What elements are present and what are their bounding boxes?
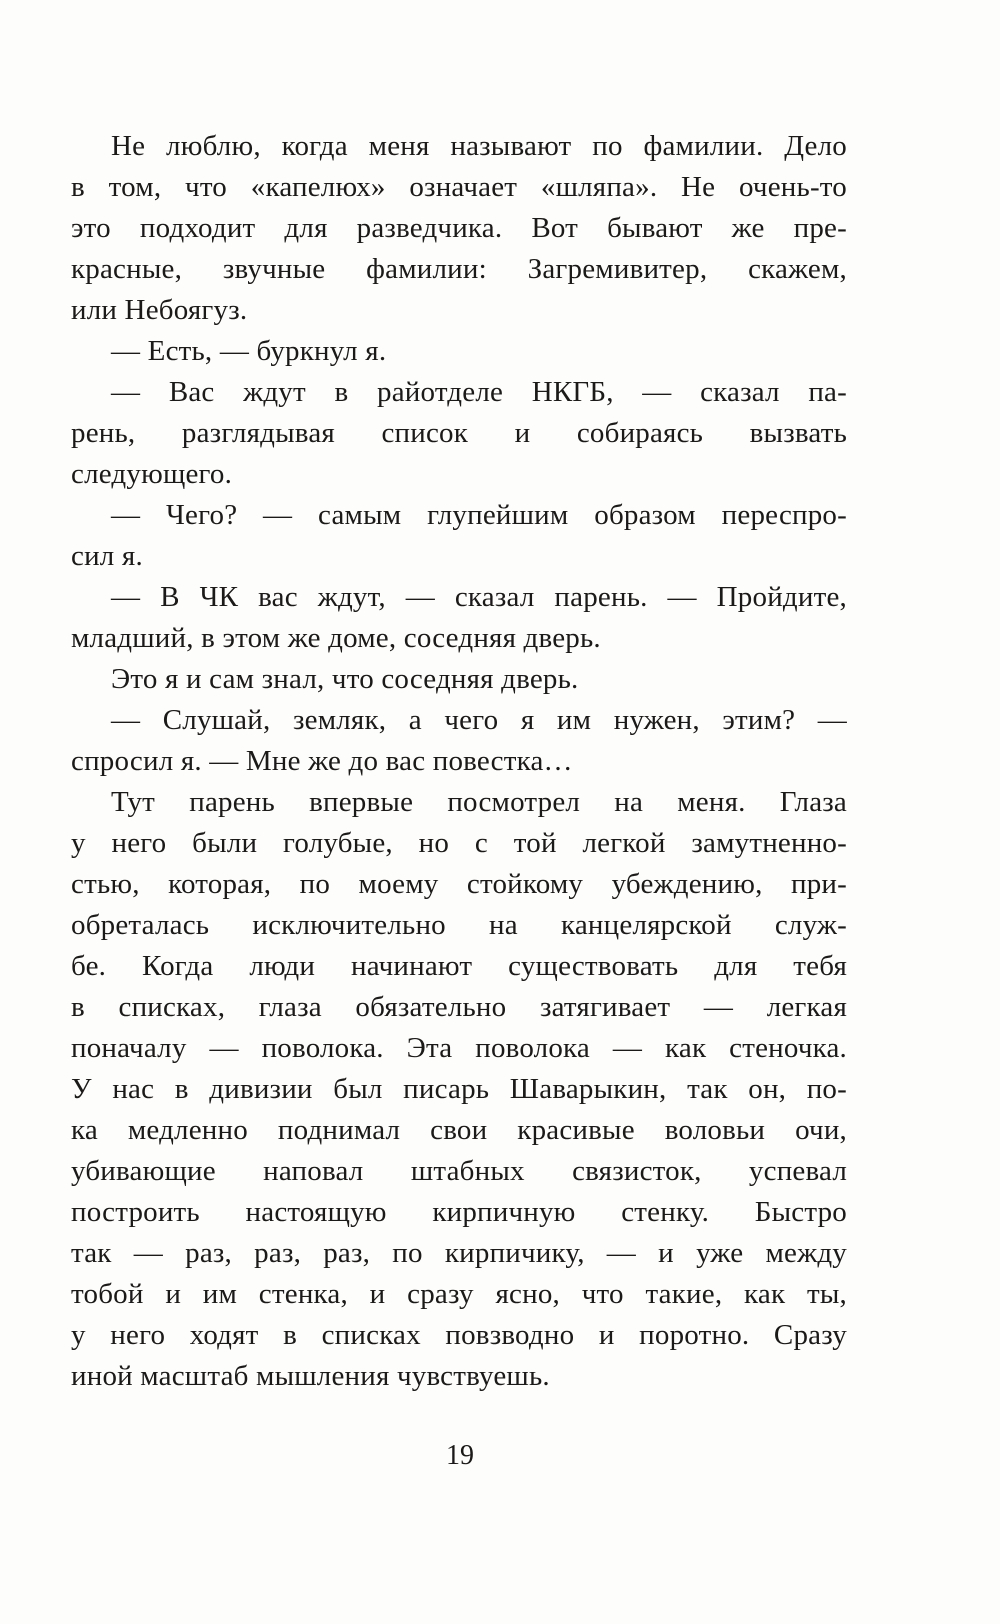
text-line: или Небоягуз.	[71, 294, 248, 326]
text-line: — Чего? — самым глупейшим образом переспро-	[111, 499, 847, 531]
text-line: Не люблю, когда меня называют по фамилии. Дело	[111, 130, 847, 162]
text-line: У нас в дивизии был писарь Шаварыкин, так он, по-	[71, 1073, 847, 1105]
text-line: Тут парень впервые посмотрел на меня. Глаза	[111, 786, 847, 818]
text-line: — Вас ждут в райотделе НКГБ, — сказал па-	[111, 376, 847, 408]
text-line: бе. Когда люди начинают существовать для тебя	[71, 950, 847, 982]
text-line: младший, в этом же доме, соседняя дверь.	[71, 622, 601, 654]
text-line: это подходит для разведчика. Вот бывают же пре-	[71, 212, 847, 244]
text-line: поначалу — поволока. Эта поволока — как стеночка.	[71, 1032, 847, 1064]
page-text	[71, 126, 847, 1397]
text-line: в том, что «капелюх» означает «шляпа». Не очень-то	[71, 171, 847, 203]
text-line: красные, звучные фамилии: Загремивитер, скажем,	[71, 253, 847, 285]
text-line: — Есть, — буркнул я.	[111, 335, 387, 367]
text-line: — В ЧК вас ждут, — сказал парень. — Пройдите,	[111, 581, 847, 613]
text-line: в списках, глаза обязательно затягивает — легкая	[71, 991, 847, 1023]
text-line: у него ходят в списках повзводно и поротно. Сразу	[71, 1319, 847, 1351]
text-line: убивающие наповал штабных связисток, успевал	[71, 1155, 847, 1187]
text-line: ка медленно поднимал свои красивые воловьи очи,	[71, 1114, 847, 1146]
text-line: спросил я. — Мне же до вас повестка…	[71, 745, 573, 777]
text-line: — Слушай, земляк, а чего я им нужен, этим? —	[111, 704, 847, 736]
text-line: так — раз, раз, раз, по кирпичику, — и уже между	[71, 1237, 847, 1269]
text-line: у него были голубые, но с той легкой замутненно-	[71, 827, 847, 859]
text-line: Это я и сам знал, что соседняя дверь.	[111, 663, 579, 695]
text-line: построить настоящую кирпичную стенку. Быстро	[71, 1196, 847, 1228]
text-line: рень, разглядывая список и собираясь вызвать	[71, 417, 847, 449]
text-line: иной масштаб мышления чувствуешь.	[71, 1360, 550, 1392]
text-line: сил я.	[71, 540, 143, 572]
text-line: тобой и им стенка, и сразу ясно, что такие, как ты,	[71, 1278, 847, 1310]
text-line: следующего.	[71, 458, 233, 490]
page-number: 19	[446, 1440, 474, 1471]
text-line: обреталась исключительно на канцелярской служ-	[71, 909, 847, 941]
text-line: стью, которая, по моему стойкому убеждению, при-	[71, 868, 847, 900]
